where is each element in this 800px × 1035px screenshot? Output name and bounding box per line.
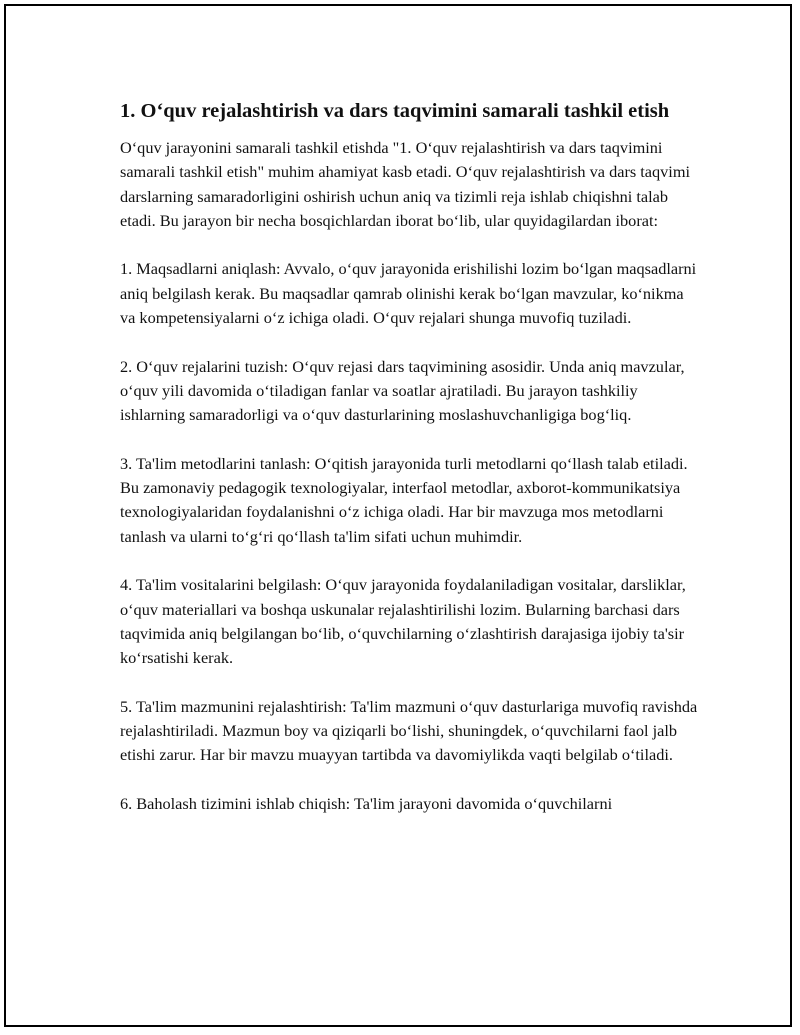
paragraph-2-curriculum: 2. O‘quv rejalarini tuzish: O‘quv rejasi dars taqvimining asosidir. Unda aniq mavzular, o‘quv yili davomida o‘tiladigan fanlar va soatlar ajratiladi. Bu jarayon tashkiliy ishlarning samaradorligi va o‘quv dasturlarining moslashuvchanligiga bog‘liq. [120,356,685,425]
paragraph-3-methods: 3. Ta'lim metodlarini tanlash: O‘qitish jarayonida turli metodlarni qo‘llash talab etiladi. Bu zamonaviy pedagogik texnologiyalar, interfaol metodlar, axborot-kommunikatsiya texnologiyalaridan foydalanishni o‘z ichiga oladi. Har bir mavzuga mos metodlarni tanlash va ularni to‘g‘ri qo‘llash ta'lim sifati uchun muhimdir. [120,453,688,546]
paragraph-5-content: 5. Ta'lim mazmunini rejalashtirish: Ta'lim mazmuni o‘quv dasturlariga muvofiq ravishda rejalashtiriladi. Mazmun boy va qiziqarli bo‘lishi, shuningdek, o‘quvchilarni faol jalb etishi zarur. Har bir mavzu muayyan tartibda va davomiylikda vaqti belgilab o‘tiladi. [120,696,698,765]
paragraph-6-assessment: 6. Baholash tizimini ishlab chiqish: Ta'lim jarayoni davomida o‘quvchilarni [120,794,613,814]
paragraph-4-tools: 4. Ta'lim vositalarini belgilash: O‘quv jarayonida foydalaniladigan vositalar, darsliklar, o‘quv materiallari va boshqa uskunalar rejalashtirilishi lozim. Bularning barchasi dars taqvimida aniq belgilangan bo‘lib, o‘quvchilarning o‘zlashtirish darajasiga ijobiy ta'sir ko‘rsatishi kerak. [120,575,686,668]
page-frame [4,4,792,1027]
paragraph-1-goals: 1. Maqsadlarni aniqlash: Avvalo, o‘quv jarayonida erishilishi lozim bo‘lgan maqsadlarni aniq belgilash kerak. Bu maqsadlar qamrab olinishi kerak bo‘lgan mavzular, ko‘nikma va kompetensiyalarni o‘z ichiga oladi. O‘quv rejalari shunga muvofiq tuziladi. [120,259,697,328]
document-body [120,98,702,816]
document-title: 1. O‘quv rejalashtirish va dars taqvimini samarali tashkil etish [120,100,670,122]
intro-paragraph: O‘quv jarayonini samarali tashkil etishda "1. O‘quv rejalashtirish va dars taqvimini samarali tashkil etish" muhim ahamiyat kasb etadi. O‘quv rejalashtirish va dars taqvimi darslarning samaradorligini oshirish uchun aniq va tizimli reja ishlab chiqishni talab etadi. Bu jarayon bir necha bosqichlardan iborat bo‘lib, ular quyidagilardan iborat: [120,138,691,230]
